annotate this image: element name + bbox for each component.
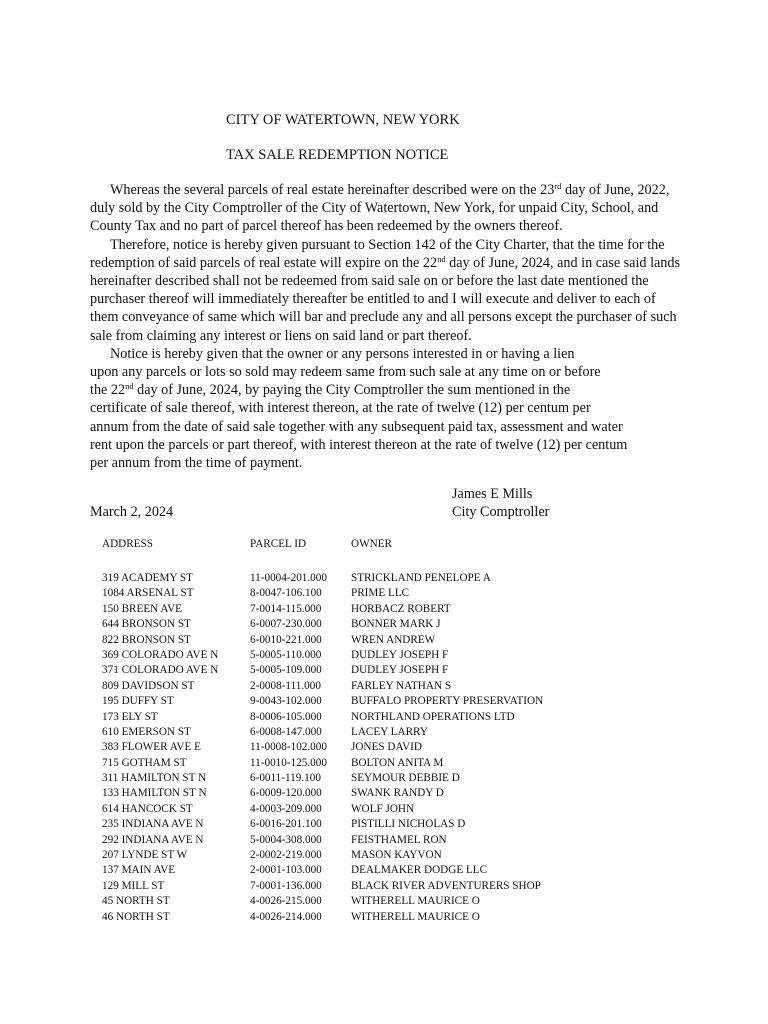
address-cell: 311 HAMILTON ST N	[102, 772, 207, 785]
owner-cell: MASON KAYVON	[351, 849, 442, 862]
table-row	[102, 602, 622, 617]
table-row	[102, 633, 622, 648]
parcel-id-cell: 6-0007-230.000	[250, 618, 322, 631]
owner-cell: JONES DAVID	[351, 741, 422, 754]
paragraph-therefore: Therefore, notice is hereby given pursuant to Section 142 of the City Charter, that the time for the redemption of said parcels of real estate will expire on the 22nd day of June, 2024, and in case said lands hereinafter described shall not be redeemed from said sale on or before the last date mentioned the purchaser thereof will immediately thereafter be entitled to and I will execute and deliver to each of them conveyance of same which will bar and preclude any and all persons except the purchaser of such sale from claiming any interest or liens on said land or part thereof.	[90, 236, 681, 344]
signatory-title: City Comptroller	[452, 504, 550, 520]
owner-cell: DUDLEY JOSEPH F	[351, 664, 449, 677]
address-cell: 137 MAIN AVE	[102, 864, 176, 877]
table-row	[102, 756, 622, 771]
parcel-id-cell: 6-0008-147.000	[250, 725, 322, 738]
parcel-id-cell: 11-0004-201.000	[250, 572, 327, 584]
address-cell: 371 COLORADO AVE N	[102, 664, 219, 677]
table-row	[102, 710, 622, 725]
table-body	[102, 571, 622, 925]
owner-cell: SEYMOUR DEBBIE D	[351, 772, 460, 785]
paragraph-notice: Notice is hereby given that the owner or any persons interested in or having a lien upon any parcels or lots so sold may redeem same from such sale at any time on or before the 22nd day of June, 2024, by paying the City Comptroller the sum mentioned in the certificate of sale thereof, with interest thereon, at the rate of twelve (12) per centum per annum from the date of said sale together with any subsequent paid tax, assessment and water rent upon the parcels or part thereof, with interest thereon at the rate of twelve (12) per centum per annum from the time of payment.	[90, 345, 628, 472]
parcel-id-cell: 6-0010-221.000	[250, 633, 322, 646]
owner-cell: FEISTHAMEL RON	[351, 833, 447, 846]
address-cell: 809 DAVIDSON ST	[102, 679, 195, 692]
parcel-id-cell: 4-0026-215.000	[250, 895, 322, 908]
address-cell: 235 INDIANA AVE N	[102, 818, 204, 831]
parcel-id-cell: 2-0002-219.000	[250, 849, 322, 862]
parcel-id-cell: 2-0001-103.000	[250, 864, 322, 877]
owner-cell: PISTILLI NICHOLAS D	[351, 818, 466, 831]
table-row	[102, 740, 622, 755]
owner-cell: DUDLEY JOSEPH F	[351, 648, 449, 661]
address-cell: 644 BRONSON ST	[102, 618, 191, 631]
parcel-id-cell: 8-0006-105.000	[250, 710, 322, 723]
header-address: ADDRESS	[102, 538, 153, 550]
address-cell: 207 LYNDE ST W	[102, 849, 188, 862]
address-cell: 614 HANCOCK ST	[102, 802, 193, 815]
owner-cell: NORTHLAND OPERATIONS LTD	[351, 710, 515, 723]
table-row	[102, 833, 622, 848]
address-cell: 150 BREEN AVE	[102, 602, 182, 615]
owner-cell: WOLF JOHN	[351, 802, 415, 815]
table-row	[102, 679, 622, 694]
table-row	[102, 894, 622, 909]
owner-cell: PRIME LLC	[351, 587, 410, 600]
address-cell: 369 COLORADO AVE N	[102, 648, 219, 661]
table-row	[102, 879, 622, 894]
address-cell: 319 ACADEMY ST	[102, 572, 193, 584]
parcel-id-cell: 5-0004-308.000	[250, 833, 322, 846]
owner-cell: BLACK RIVER ADVENTURERS SHOP	[351, 879, 541, 892]
table-row	[102, 725, 622, 740]
parcel-id-cell: 11-0010-125.000	[250, 756, 327, 769]
owner-cell: DEALMAKER DODGE LLC	[351, 864, 488, 877]
parcel-id-cell: 6-0016-201.100	[250, 818, 322, 831]
address-cell: 715 GOTHAM ST	[102, 756, 187, 769]
city-title: CITY OF WATERTOWN, NEW YORK	[226, 112, 460, 128]
owner-cell: BUFFALO PROPERTY PRESERVATION	[351, 695, 544, 708]
owner-cell: HORBACZ ROBERT	[351, 602, 451, 615]
table-row	[102, 771, 622, 786]
paragraph-whereas: Whereas the several parcels of real estate hereinafter described were on the 23rd day of June, 2022, duly sold by the City Comptroller of the City of Watertown, New York, for unpaid City, School, and County Tax and no part of parcel thereof has been redeemed by the owners thereof.	[90, 181, 670, 235]
table-row	[102, 848, 622, 863]
address-cell: 383 FLOWER AVE E	[102, 741, 201, 754]
owner-cell: BONNER MARK J	[351, 618, 441, 631]
signatory-name: James E Mills	[452, 486, 533, 502]
parcel-id-cell: 4-0003-209.000	[250, 802, 322, 815]
owner-cell: WITHERELL MAURICE O	[351, 910, 480, 923]
notice-title: TAX SALE REDEMPTION NOTICE	[226, 147, 449, 163]
table-row	[102, 802, 622, 817]
table-row	[102, 571, 622, 586]
owner-cell: STRICKLAND PENELOPE A	[351, 572, 491, 584]
parcel-id-cell: 7-0001-136.000	[250, 879, 322, 892]
address-cell: 1084 ARSENAL ST	[102, 587, 194, 600]
address-cell: 129 MILL ST	[102, 879, 165, 892]
header-owner: OWNER	[351, 538, 393, 550]
owner-cell: FARLEY NATHAN S	[351, 679, 452, 692]
address-cell: 45 NORTH ST	[102, 895, 170, 908]
table-row	[102, 663, 622, 678]
owner-cell: BOLTON ANITA M	[351, 756, 444, 769]
owner-cell: WREN ANDREW	[351, 633, 436, 646]
table-row	[102, 586, 622, 601]
owner-cell: WITHERELL MAURICE O	[351, 895, 480, 908]
table-row	[102, 786, 622, 801]
parcel-id-cell: 9-0043-102.000	[250, 695, 322, 708]
table-row	[102, 863, 622, 878]
header-parcel-id: PARCEL ID	[250, 538, 307, 550]
owner-cell: LACEY LARRY	[351, 725, 428, 738]
address-cell: 46 NORTH ST	[102, 910, 170, 923]
table-row	[102, 648, 622, 663]
parcel-id-cell: 2-0008-111.000	[250, 679, 321, 692]
parcel-id-cell: 5-0005-110.000	[250, 648, 322, 661]
notice-body	[90, 181, 680, 472]
notice-date: March 2, 2024	[90, 504, 174, 520]
parcel-id-cell: 6-0011-119.100	[250, 772, 321, 785]
parcel-id-cell: 7-0014-115.000	[250, 602, 322, 615]
parcel-id-cell: 4-0026-214.000	[250, 910, 322, 923]
address-cell: 292 INDIANA AVE N	[102, 833, 204, 846]
table-row	[102, 817, 622, 832]
address-cell: 195 DUFFY ST	[102, 695, 174, 708]
parcel-id-cell: 6-0009-120.000	[250, 787, 322, 800]
table-row	[102, 910, 622, 925]
table-row	[102, 694, 622, 709]
address-cell: 173 ELY ST	[102, 710, 158, 723]
parcel-id-cell: 5-0005-109.000	[250, 664, 322, 677]
table-row	[102, 617, 622, 632]
parcel-id-cell: 11-0008-102.000	[250, 741, 327, 754]
parcel-id-cell: 8-0047-106.100	[250, 587, 322, 600]
address-cell: 822 BRONSON ST	[102, 633, 191, 646]
address-cell: 133 HAMILTON ST N	[102, 787, 207, 800]
address-cell: 610 EMERSON ST	[102, 725, 191, 738]
owner-cell: SWANK RANDY D	[351, 787, 444, 800]
